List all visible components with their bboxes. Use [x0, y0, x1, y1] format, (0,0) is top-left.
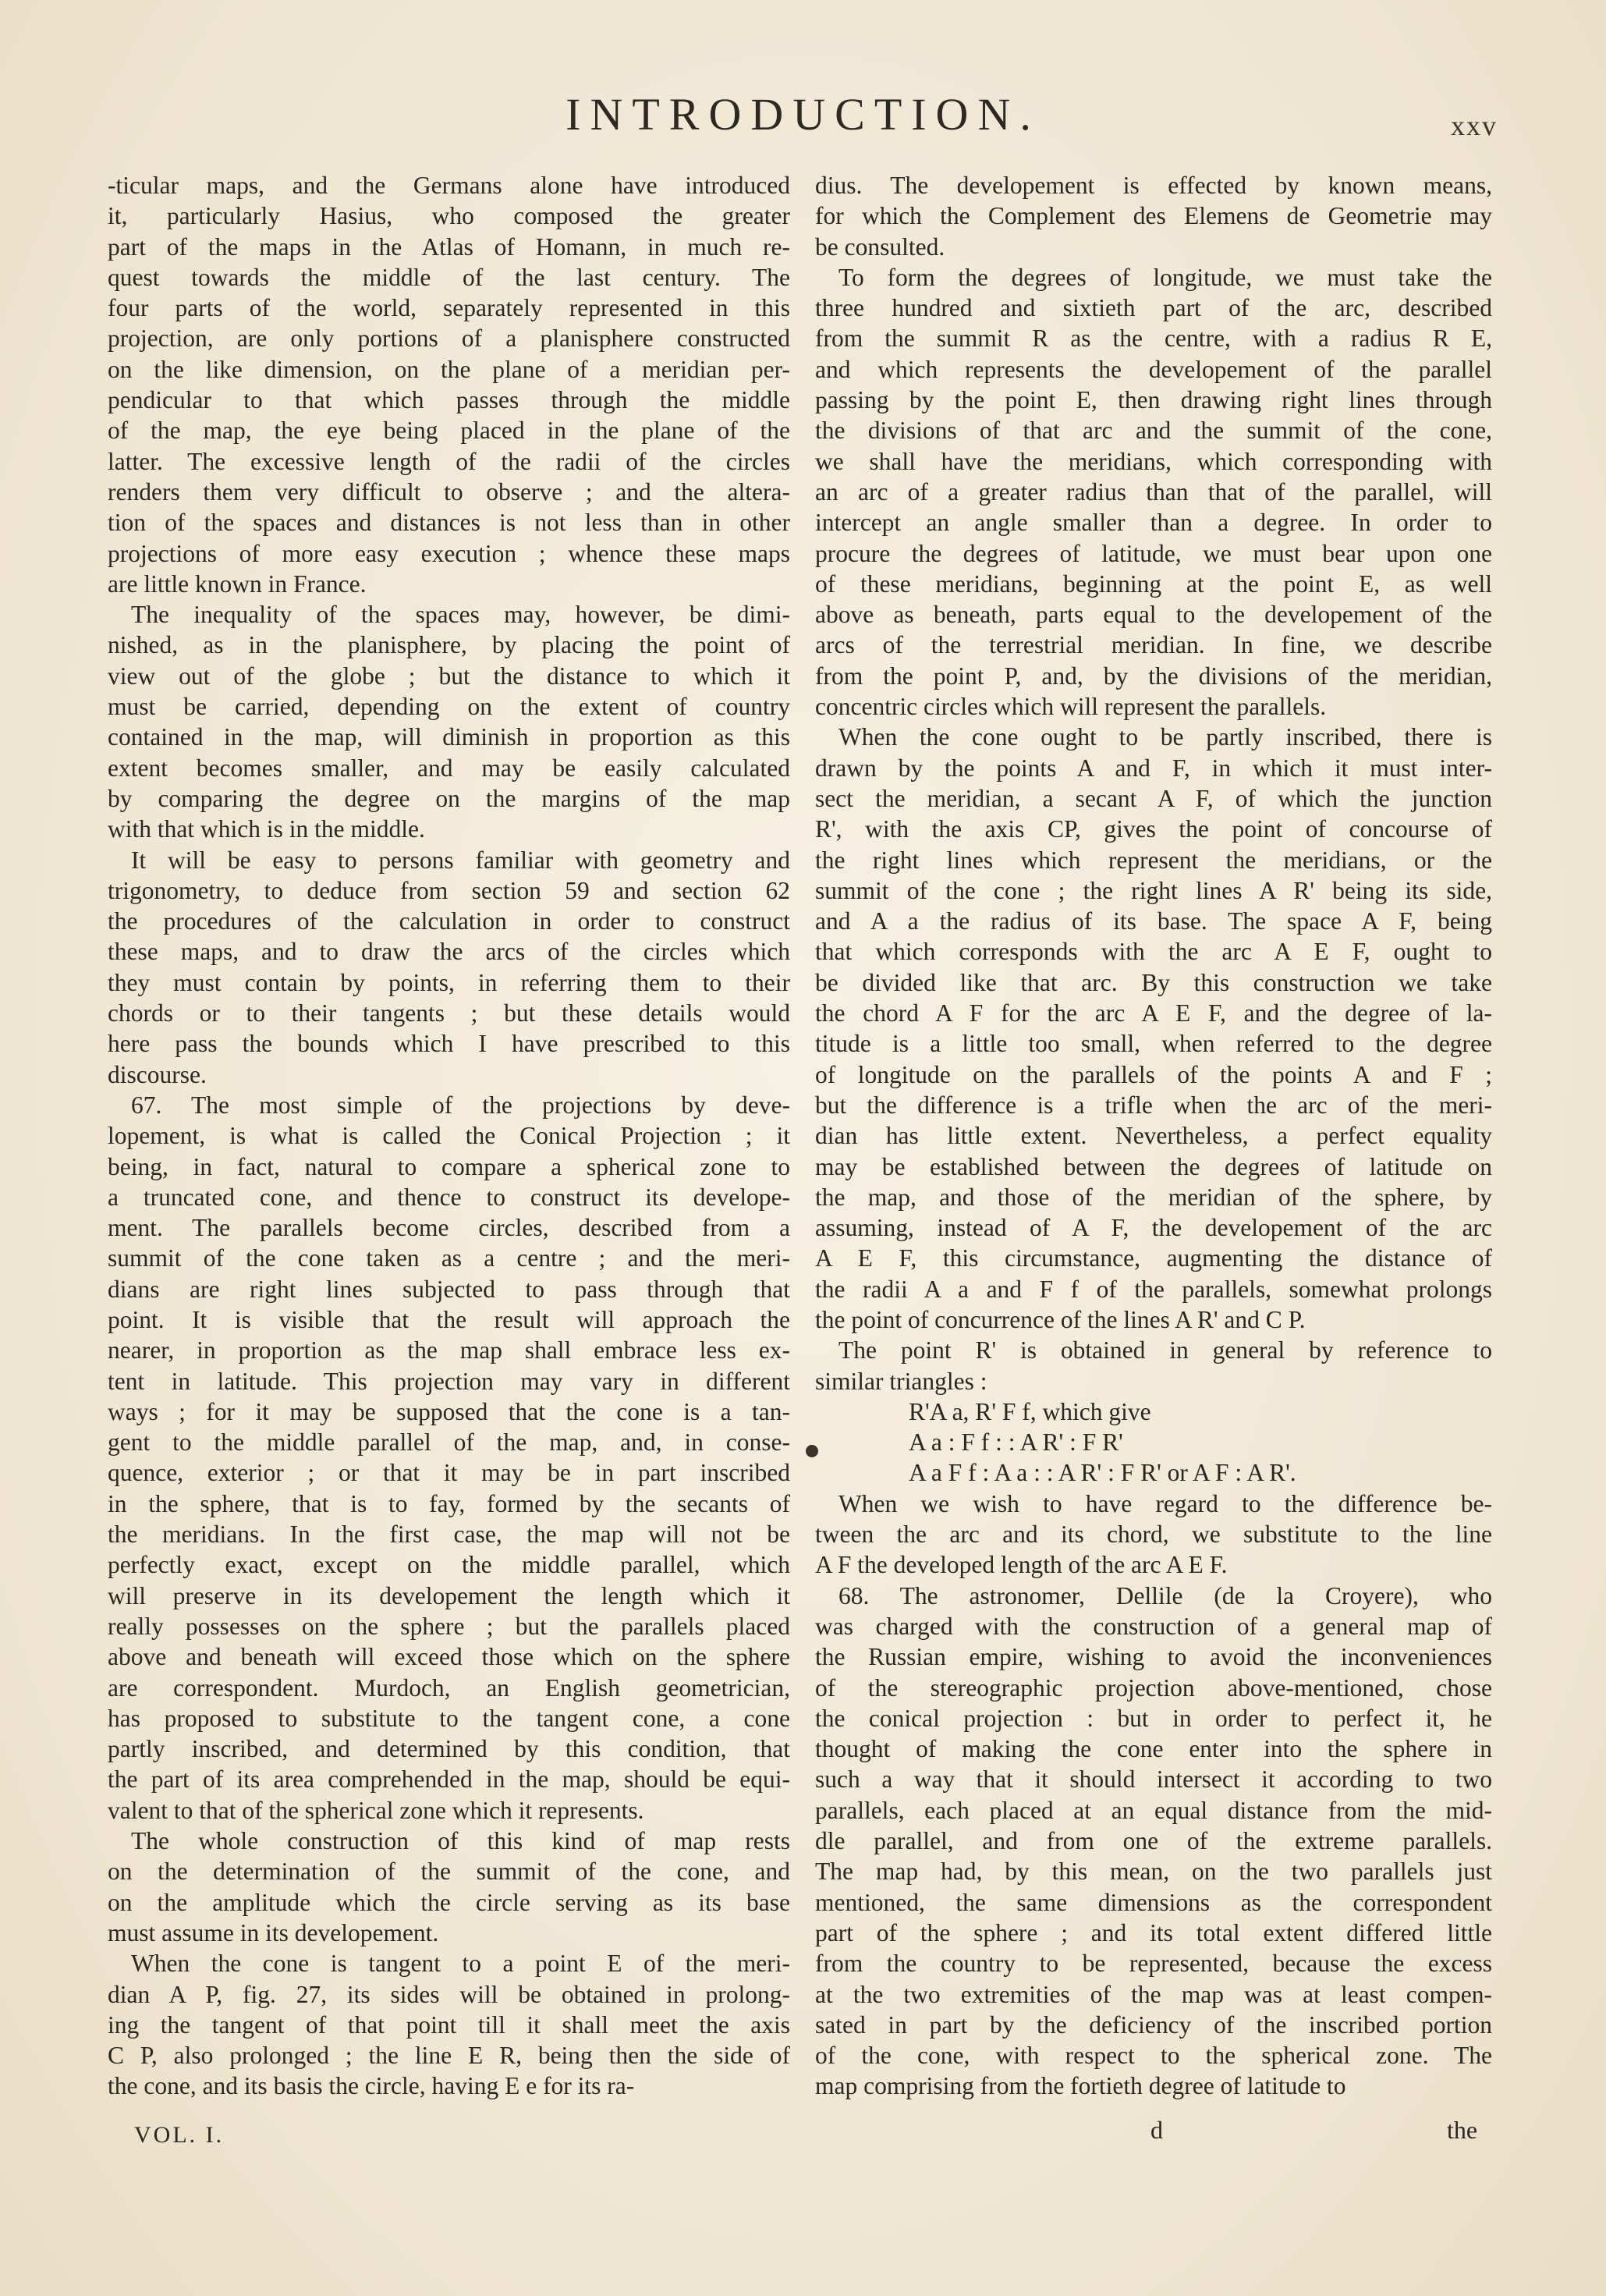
text-line: and A a the radius of its base. The space A F, being [815, 907, 1492, 935]
text-line: dians are right lines subjected to pass through that [108, 1275, 790, 1303]
text-line: such a way that it should intersect it according to two [815, 1765, 1492, 1794]
text-line: that which corresponds with the arc A E F, ought to [815, 938, 1492, 966]
text-line: of the cone, with respect to the spherical zone. The [815, 2042, 1492, 2070]
text-line: of longitude on the parallels of the points A and F ; [815, 1060, 1492, 1088]
text-line: four parts of the world, separately represented in this [108, 294, 790, 322]
text-line: concentric circles which will represent the parallels. [815, 693, 1327, 721]
text-line: be consulted. [815, 232, 945, 261]
text-line: A F the developed length of the arc A E F. [815, 1551, 1228, 1579]
text-line: at the two extremities of the map was at least compen- [815, 1980, 1492, 2008]
text-line: part of the sphere ; and its total extent differed little [815, 1918, 1492, 1946]
text-line: discourse. [108, 1060, 207, 1088]
text-line: similar triangles : [815, 1367, 987, 1395]
text-line: nearer, in proportion as the map shall embrace less ex- [108, 1336, 790, 1364]
page-number: xxv [1451, 110, 1498, 141]
text-line: are correspondent. Murdoch, an English geometrician, [108, 1673, 790, 1702]
text-line: tent in latitude. This projection may vary in different [108, 1367, 790, 1395]
text-line: the part of its area comprehended in the map, should be equi- [108, 1765, 790, 1794]
text-line: the right lines which represent the meridians, or the [815, 846, 1492, 874]
volume-signature: VOL. I. [134, 2122, 225, 2148]
text-line: for which the Complement des Elemens de Geometrie may [815, 202, 1492, 230]
text-line: arcs of the terrestrial meridian. In fine, we describe [815, 631, 1492, 659]
text-line: perfectly exact, except on the middle parallel, which [108, 1551, 790, 1579]
text-line: pendicular to that which passes through the middle [108, 386, 790, 414]
text-line: The point R' is obtained in general by reference to [838, 1336, 1492, 1364]
text-line: sated in part by the deficiency of the inscribed portion [815, 2010, 1492, 2039]
text-line: thought of making the cone enter into the sphere in [815, 1735, 1492, 1763]
text-line: with that which is in the middle. [108, 815, 425, 843]
text-line: the radii A a and F f of the parallels, somewhat prolongs [815, 1275, 1492, 1303]
text-line: part of the maps in the Atlas of Homann, in much re- [108, 232, 790, 261]
text-line: on the like dimension, on the plane of a meridian per- [108, 355, 790, 383]
text-line: mentioned, the same dimensions as the correspondent [815, 1888, 1492, 1916]
text-line: renders them very difficult to observe ; and the altera- [108, 477, 790, 506]
text-line: ing the tangent of that point till it shall meet the axis [108, 2010, 790, 2039]
catchword: the [1447, 2116, 1478, 2144]
text-line: on the determination of the summit of the cone, and [108, 1858, 790, 1886]
text-line: parallels, each placed at an equal distance from the mid- [815, 1796, 1492, 1824]
text-line: three hundred and sixtieth part of the arc, described [815, 294, 1492, 322]
ink-blot [806, 1445, 818, 1457]
text-line: partly inscribed, and determined by this condition, that [108, 1735, 790, 1763]
right-text-column [815, 170, 1492, 2102]
text-line: It will be easy to persons familiar with geometry and [131, 846, 790, 874]
text-line: To form the degrees of longitude, we must take the [838, 263, 1492, 291]
text-line: assuming, instead of A F, the developement of the arc [815, 1214, 1492, 1242]
text-line: of these meridians, beginning at the point E, as well [815, 570, 1492, 598]
text-line: intercept an angle smaller than a degree. In order to [815, 509, 1492, 537]
text-line: extent becomes smaller, and may be easily calculated [108, 754, 790, 782]
text-line: we shall have the meridians, which corresponding with [815, 447, 1492, 475]
text-line: dian has little extent. Nevertheless, a perfect equality [815, 1122, 1492, 1150]
text-line: the point of concurrence of the lines A R' and C P. [815, 1305, 1306, 1333]
text-line: When we wish to have regard to the difference be- [838, 1489, 1492, 1517]
text-line: of the map, the eye being placed in the plane of the [108, 417, 790, 445]
text-line: lopement, is what is called the Conical Projection ; it [108, 1122, 790, 1150]
text-line: above as beneath, parts equal to the developement of the [815, 601, 1492, 629]
text-line: chords or to their tangents ; but these details would [108, 999, 790, 1027]
text-line: valent to that of the spherical zone which it represents. [108, 1796, 644, 1824]
text-line: these maps, and to draw the arcs of the circles which [108, 938, 790, 966]
text-line: the procedures of the calculation in order to construct [108, 907, 790, 935]
text-line: R', with the axis CP, gives the point of concourse of [815, 815, 1492, 843]
text-line: When the cone ought to be partly inscribed, there is [838, 723, 1492, 751]
text-line: dle parallel, and from one of the extreme parallels. [815, 1827, 1492, 1855]
text-line: point. It is visible that the result will approach the [108, 1305, 790, 1333]
text-line: the cone, and its basis the circle, having E e for its ra- [108, 2072, 635, 2100]
text-line: quest towards the middle of the last century. The [108, 263, 790, 291]
text-line: ways ; for it may be supposed that the cone is a tan- [108, 1397, 790, 1425]
text-line: The inequality of the spaces may, however, be dimi- [131, 601, 790, 629]
text-line: latter. The excessive length of the radii of the circles [108, 447, 790, 475]
text-line: here pass the bounds which I have prescribed to this [108, 1030, 790, 1058]
text-line: but the difference is a trifle when the arc of the meri- [815, 1091, 1492, 1119]
text-line: the conical projection : but in order to perfect it, he [815, 1704, 1492, 1732]
text-line: dius. The developement is effected by known means, [815, 172, 1492, 199]
text-line: map comprising from the fortieth degree of latitude to [815, 2072, 1346, 2100]
text-line: summit of the cone taken as a centre ; and the meri- [108, 1244, 790, 1272]
text-line: drawn by the points A and F, in which it must inter- [815, 754, 1492, 782]
text-line: was charged with the construction of a general map of [815, 1612, 1492, 1640]
text-line: from the point P, and, by the divisions of the meridian, [815, 662, 1492, 690]
text-line: the map, and those of the meridian of the sphere, by [815, 1183, 1492, 1211]
text-line: titude is a little too small, when referred to the degree [815, 1030, 1492, 1058]
text-line: projection, are only portions of a planisphere constructed [108, 325, 790, 353]
text-line: may be established between the degrees of latitude on [815, 1152, 1492, 1180]
text-line: must be carried, depending on the extent of country [108, 693, 790, 721]
text-line: above and beneath will exceed those which on the sphere [108, 1643, 790, 1671]
text-line: be divided like that arc. By this construction we take [815, 968, 1492, 996]
text-line: 68. The astronomer, Dellile (de la Croyere), who [838, 1581, 1492, 1609]
text-line: 67. The most simple of the projections by deve- [131, 1091, 790, 1119]
text-line: the meridians. In the first case, the map will not be [108, 1521, 790, 1549]
text-line: on the amplitude which the circle serving as its base [108, 1888, 790, 1916]
text-line: tion of the spaces and distances is not less than in other [108, 509, 790, 537]
left-text-column [108, 170, 790, 2102]
text-line: an arc of a greater radius than that of the parallel, will [815, 477, 1492, 506]
text-line: dian A P, fig. 27, its sides will be obtained in prolong- [108, 1980, 790, 2008]
text-line: will preserve in its developement the length which it [108, 1581, 790, 1609]
text-line: gent to the middle parallel of the map, and, in conse- [108, 1428, 790, 1457]
running-head-title: INTRODUCTION. [565, 89, 1041, 140]
signature-mark: d [1150, 2116, 1163, 2144]
text-line: When the cone is tangent to a point E of the meri- [131, 1950, 790, 1978]
text-line: view out of the globe ; but the distance to which it [108, 662, 790, 690]
text-line: tween the arc and its chord, we substitute to the line [815, 1521, 1492, 1549]
text-line: quence, exterior ; or that it may be in part inscribed [108, 1459, 790, 1487]
text-line: the divisions of that arc and the summit of the cone, [815, 417, 1492, 445]
text-line: C P, also prolonged ; the line E R, being then the side of [108, 2042, 790, 2070]
text-line: by comparing the degree on the margins of the map [108, 784, 790, 812]
text-line: it, particularly Hasius, who composed the greater [108, 202, 790, 230]
text-line: nished, as in the planisphere, by placing the point of [108, 631, 790, 659]
text-line: The map had, by this mean, on the two parallels just [815, 1858, 1492, 1886]
text-line: ment. The parallels become circles, described from a [108, 1214, 790, 1242]
text-line: really possesses on the sphere ; but the parallels placed [108, 1612, 790, 1640]
text-line: projections of more easy execution ; whence these maps [108, 539, 790, 567]
text-line: A a : F f : : A R' : F R' [909, 1428, 1123, 1457]
text-line: contained in the map, will diminish in proportion as this [108, 723, 790, 751]
text-line: sect the meridian, a secant A F, of which the junction [815, 784, 1492, 812]
text-line: and which represents the developement of the parallel [815, 355, 1492, 383]
text-line: has proposed to substitute to the tangent cone, a cone [108, 1704, 790, 1732]
text-line: from the country to be represented, because the excess [815, 1950, 1492, 1978]
text-line: R'A a, R' F f, which give [909, 1397, 1151, 1425]
text-line: the chord A F for the arc A E F, and the degree of la- [815, 999, 1492, 1027]
text-line: trigonometry, to deduce from section 59 and section 62 [108, 876, 790, 904]
text-line: summit of the cone ; the right lines A R' being its side, [815, 876, 1492, 904]
text-line: A E F, this circumstance, augmenting the distance of [815, 1244, 1492, 1272]
text-line: passing by the point E, then drawing right lines through [815, 386, 1492, 414]
text-line: -ticular maps, and the Germans alone have introduced [108, 172, 790, 199]
text-line: from the summit R as the centre, with a radius R E, [815, 325, 1492, 353]
text-line: of the stereographic projection above-mentioned, chose [815, 1673, 1492, 1702]
text-line: procure the degrees of latitude, we must bear upon one [815, 539, 1492, 567]
text-line: being, in fact, natural to compare a spherical zone to [108, 1152, 790, 1180]
text-line: A a F f : A a : : A R' : F R' or A F : A R'. [909, 1459, 1296, 1487]
text-line: they must contain by points, in referring them to their [108, 968, 790, 996]
text-line: a truncated cone, and thence to construct its develope- [108, 1183, 790, 1211]
text-line: are little known in France. [108, 570, 367, 598]
text-line: in the sphere, that is to fay, formed by the secants of [108, 1489, 790, 1517]
text-line: The whole construction of this kind of map rests [131, 1827, 790, 1855]
text-line: the Russian empire, wishing to avoid the inconveniences [815, 1643, 1492, 1671]
text-line: must assume in its developement. [108, 1918, 439, 1946]
